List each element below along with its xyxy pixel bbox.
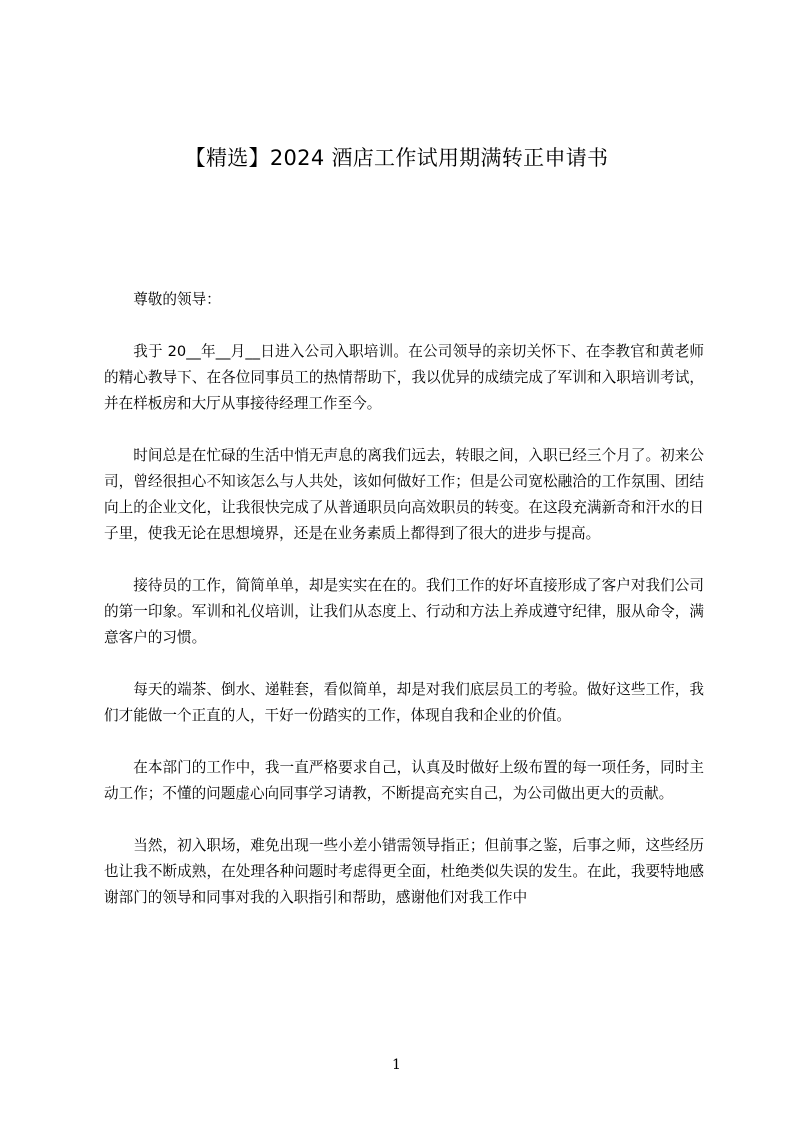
paragraph-1: 我于 20__年__月__日进入公司入职培训。在公司领导的亲切关怀下、在李教官和黄老师的精心教导下、在各位同事员工的热情帮助下，我以优异的成绩完成了军训和入职培训考试，并在样板房和大厅从事接待经理工作至今。 bbox=[104, 343, 704, 412]
paragraph-3: 接待员的工作，简简单单，却是实实在在的。我们工作的好坏直接形成了客户对我们公司的第一印象。军训和礼仪培训，让我们从态度上、行动和方法上养成遵守纪律，服从命令，满意客户的习惯。 bbox=[104, 577, 704, 646]
paragraph-5: 在本部门的工作中，我一直严格要求自己，认真及时做好上级布置的每一项任务，同时主动工作；不懂的问题虚心向同事学习请教，不断提高充实自己，为公司做出更大的贡献。 bbox=[104, 759, 704, 802]
paragraph-2: 时间总是在忙碌的生活中悄无声息的离我们远去，转眼之间，入职已经三个月了。初来公司，曾经很担心不知该怎么与人共处，该如何做好工作；但是公司宽松融洽的工作氛围、团结向上的企业文化，让我很快完成了从普通职员向高效职员的转变。在这段充满新奇和汗水的日子里，使我无论在思想境界，还是在业务素质上都得到了很大的进步与提高。 bbox=[104, 447, 704, 542]
document-body bbox=[104, 287, 704, 937]
salutation: 尊敬的领导： bbox=[133, 291, 221, 308]
page-number: 1 bbox=[392, 1057, 401, 1073]
document-title: 【精选】2024 酒店工作试用期满转正申请书 bbox=[184, 146, 609, 170]
paragraph-6: 当然，初入职场，难免出现一些小差小错需领导指正；但前事之鉴，后事之师，这些经历也让我不断成熟，在处理各种问题时考虑得更全面，杜绝类似失误的发生。在此，我要特地感谢部门的领导和同事对我的入职指引和帮助，感谢他们对我工作中 bbox=[104, 837, 704, 906]
paragraph-4: 每天的端茶、倒水、递鞋套，看似简单，却是对我们底层员工的考验。做好这些工作，我们才能做一个正直的人，干好一份踏实的工作，体现自我和企业的价值。 bbox=[104, 681, 704, 724]
